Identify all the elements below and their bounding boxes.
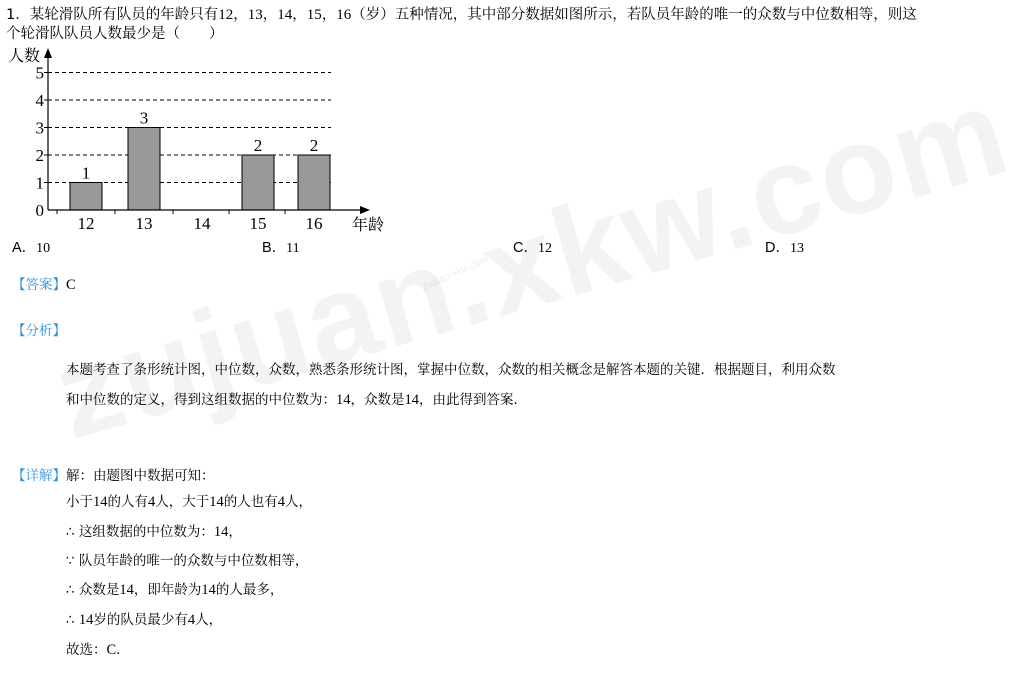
chart-bars xyxy=(70,128,330,211)
bar-12 xyxy=(70,183,102,211)
age-16: 16 xyxy=(336,7,352,23)
bar-label-13: 3 xyxy=(139,108,149,128)
question-number: 1． xyxy=(6,7,30,23)
chart-grid xyxy=(48,73,331,183)
separator: ， xyxy=(233,7,248,23)
option-b-label: B． xyxy=(262,240,287,256)
separator: ， xyxy=(292,7,307,23)
x-tick-label-15: 15 xyxy=(249,214,267,233)
watermark-small: zujuan.xkw.com xyxy=(420,254,490,293)
question-text-suffix: （岁）五种情况，其中部分数据如图所示，若队员年龄的唯一的众数与中位数相等，则这 xyxy=(351,7,917,23)
option-c[interactable] xyxy=(513,236,552,257)
option-b-value: 11 xyxy=(286,241,300,256)
detail-section xyxy=(12,464,215,484)
y-axis-label: 人数 xyxy=(8,46,41,65)
detail-line-2: ∴ 这组数据的中位数为：14， xyxy=(66,524,242,540)
option-c-label: C． xyxy=(513,240,538,256)
y-tick-label-5: 5 xyxy=(35,63,44,83)
y-tick-label-2: 2 xyxy=(35,146,44,165)
age-15: 15 xyxy=(306,7,322,23)
bar-15 xyxy=(242,155,274,210)
analysis-section xyxy=(12,319,66,339)
bar-label-16: 2 xyxy=(309,136,319,155)
option-d-value: 13 xyxy=(789,241,804,256)
age-13: 13 xyxy=(247,7,263,23)
y-tick-label-3: 3 xyxy=(35,118,44,138)
option-a-value: 10 xyxy=(36,241,51,256)
detail-line-5: ∴ 14岁的队员最少有4人， xyxy=(66,612,223,628)
y-tick-label-0: 0 xyxy=(35,201,44,220)
bar-label-12: 1 xyxy=(81,163,91,183)
detail-intro: 解：由题图中数据可知： xyxy=(66,468,215,484)
option-b[interactable] xyxy=(262,236,300,257)
detail-line-6: 故选：C. xyxy=(66,642,121,658)
x-tick-label-13: 13 xyxy=(135,214,153,233)
x-tick-label-14: 14 xyxy=(193,214,211,233)
separator: ， xyxy=(262,7,278,23)
question-line-2: 个轮滑队队员人数最少是（ ） xyxy=(6,26,224,42)
detail-line-4: ∴ 众数是14，即年龄为14的人最多， xyxy=(66,582,284,598)
answer-tag: 【答案】 xyxy=(12,277,66,293)
separator: ， xyxy=(321,7,337,23)
question-line-1 xyxy=(6,6,917,24)
bar-16 xyxy=(298,155,330,210)
x-axis-arrow xyxy=(360,206,370,214)
age-12: 12 xyxy=(218,7,234,23)
option-a[interactable] xyxy=(12,236,50,257)
analysis-paragraph-1: 本题考查了条形统计图，中位数，众数，熟悉条形统计图，掌握中位数，众数的相关概念是解答本题的关键．根据题目，利用众数 xyxy=(66,362,836,378)
analysis-tag: 【分析】 xyxy=(12,323,66,339)
question-text-prefix: 某轮滑队所有队员的年龄只有 xyxy=(29,7,219,23)
x-tick-label-12: 12 xyxy=(77,214,95,233)
option-d[interactable] xyxy=(765,236,804,257)
bar-label-15: 2 xyxy=(253,136,263,155)
x-tick-label-16: 16 xyxy=(305,214,323,233)
detail-line-1: 小于14的人有4人，大于14的人也有4人， xyxy=(66,494,312,510)
analysis-paragraph-2: 和中位数的定义，得到这组数据的中位数为：14，众数是14，由此得到答案． xyxy=(66,392,527,408)
bar-13 xyxy=(128,128,160,211)
y-tick-label-4: 4 xyxy=(35,91,44,110)
answer-value: C xyxy=(66,277,76,293)
detail-tag: 【详解】 xyxy=(12,468,66,484)
answer-section xyxy=(12,273,76,294)
option-c-value: 12 xyxy=(537,241,552,256)
detail-line-3: ∵ 队员年龄的唯一的众数与中位数相等， xyxy=(66,553,309,569)
y-tick-label-1: 1 xyxy=(35,173,44,193)
age-14: 14 xyxy=(277,7,293,23)
y-axis-arrow xyxy=(44,48,52,58)
option-d-label: D． xyxy=(765,240,790,256)
x-axis-label: 年龄 xyxy=(352,215,385,234)
option-a-label: A． xyxy=(12,240,37,256)
bar-chart xyxy=(0,44,400,240)
